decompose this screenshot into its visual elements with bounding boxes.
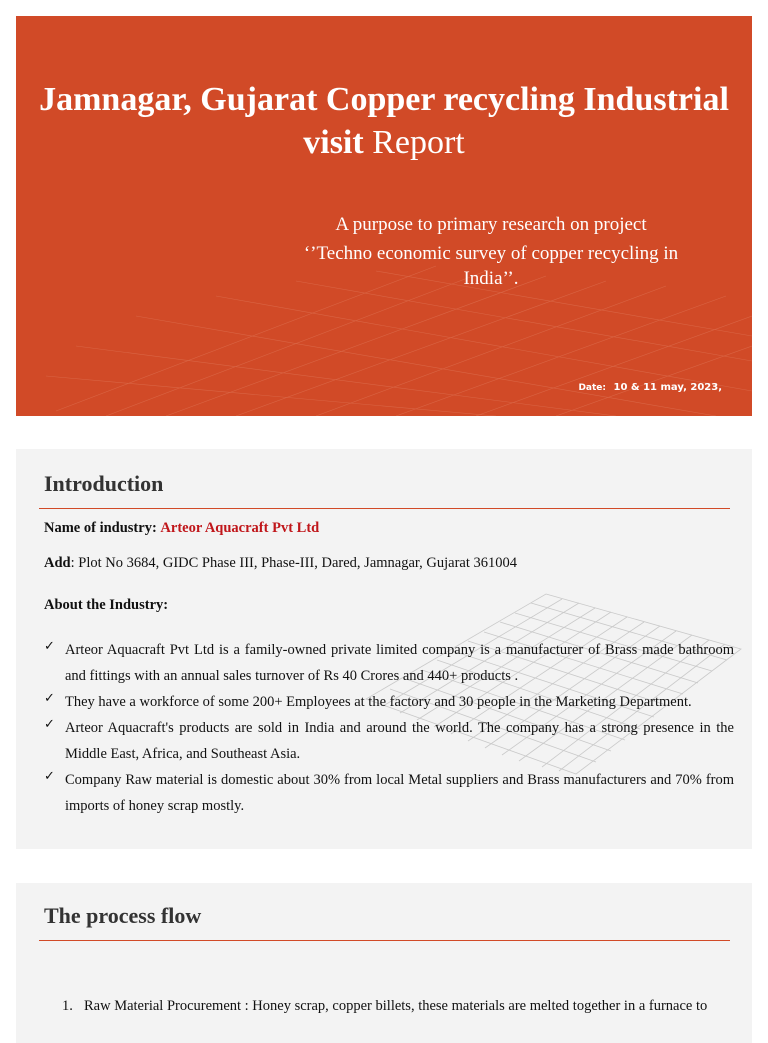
report-subtitle [296, 212, 686, 291]
subtitle-line-1: A purpose to primary research on project [335, 214, 647, 235]
heading-divider [39, 940, 730, 941]
heading-divider [39, 508, 730, 509]
process-flow-heading: The process flow [44, 903, 202, 928]
process-flow-section [16, 883, 752, 1043]
address-label: Add [44, 555, 71, 571]
address-value: : Plot No 3684, GIDC Phase III, Phase-III, Dared, Jamnagar, Gujarat 361004 [70, 555, 518, 571]
date-label: Date: [578, 383, 606, 393]
introduction-section [16, 449, 752, 849]
address-row [44, 555, 517, 572]
report-date [578, 382, 722, 393]
introduction-heading: Introduction [44, 471, 164, 496]
date-value: 10 & 11 may, 2023, [613, 382, 722, 393]
list-item: ✓ They have a workforce of some 200+ Employees at the factory and 30 people in the Marketing Department. [44, 689, 734, 715]
process-steps [62, 993, 726, 1019]
subtitle-line-2: ‘’Techno economic survey of copper recycling in India’’. [303, 243, 679, 289]
industry-name-row [44, 520, 319, 537]
list-item: ✓ Arteor Aquacraft Pvt Ltd is a family-owned private limited company is a manufacturer of Brass made bathroom and fittings with an annual sales turnover of Rs 40 Crores and 440+ products . [44, 637, 734, 689]
cover-banner [16, 16, 752, 416]
industry-name-value: Arteor Aquacraft Pvt Ltd [160, 520, 320, 536]
step-number: 1. [62, 998, 73, 1014]
checkmark-icon: ✓ [44, 691, 55, 706]
about-list [44, 637, 734, 819]
report-title [16, 78, 752, 164]
industry-name-label: Name of industry: [44, 520, 157, 536]
list-item [62, 993, 726, 1019]
list-item: ✓ Arteor Aquacraft's products are sold in India and around the world. The company has a strong presence in the Middle East, Africa, and Southeast Asia. [44, 715, 734, 767]
list-item: ✓ Company Raw material is domestic about 30% from local Metal suppliers and Brass manufacturers and 70% from imports of honey scrap mostly. [44, 767, 734, 819]
about-heading: About the Industry: [44, 597, 169, 613]
checkmark-icon: ✓ [44, 717, 55, 732]
step-text: Raw Material Procurement : Honey scrap, copper billets, these materials are melted together in a furnace to [84, 998, 708, 1014]
checkmark-icon: ✓ [44, 769, 55, 784]
checkmark-icon: ✓ [44, 639, 55, 654]
report-title-normal: Report [372, 124, 465, 161]
report-title-bold: Jamnagar, Gujarat Copper recycling Industrial visit [39, 81, 729, 161]
